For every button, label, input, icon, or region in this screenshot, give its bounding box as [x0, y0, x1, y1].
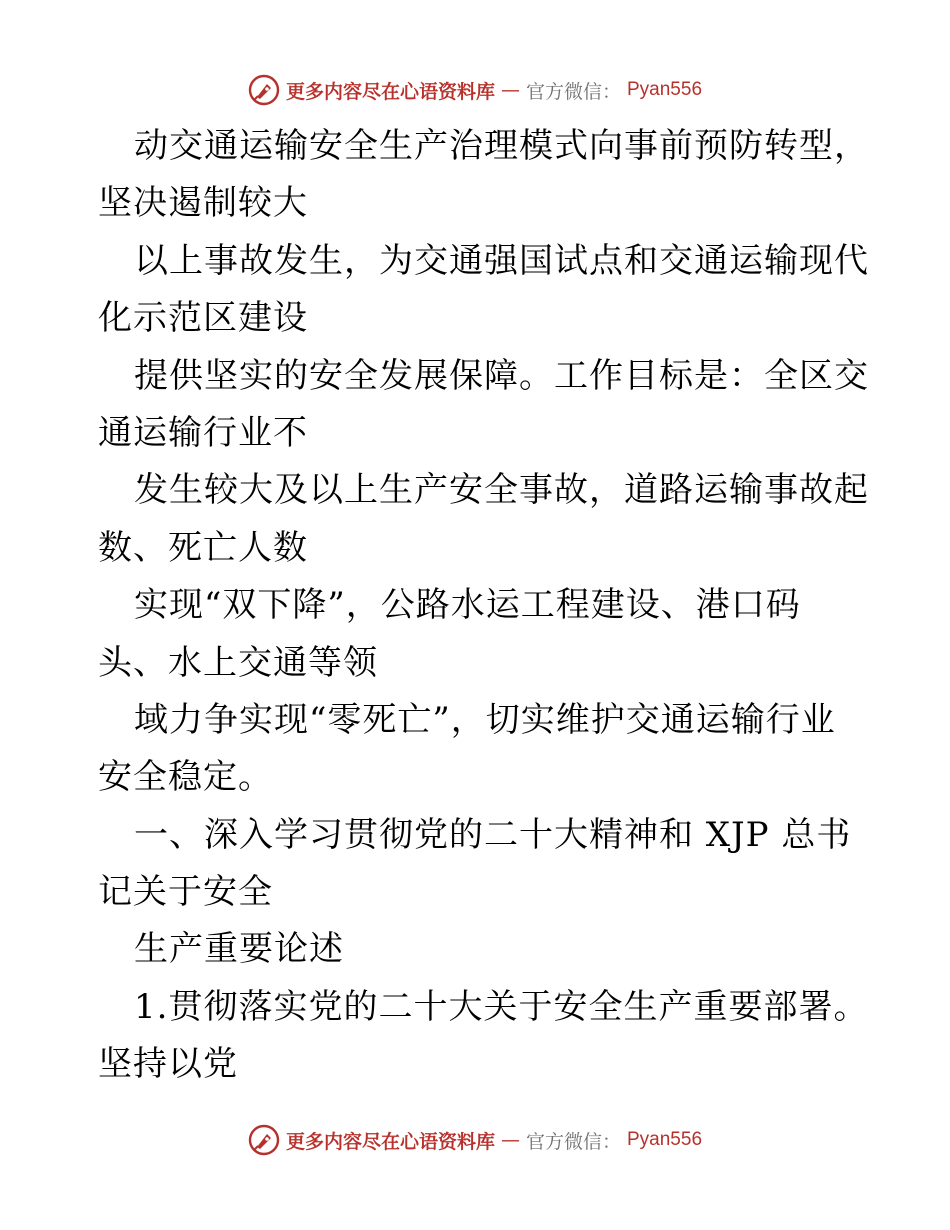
text-line: 头、水上交通等领 [98, 642, 378, 683]
document-body [98, 118, 869, 1094]
text-line: 以上事故发生，为交通强国试点和交通运输现代 [134, 240, 869, 281]
watermark-dash: — [500, 79, 520, 101]
footer-watermark [0, 1120, 950, 1160]
text-line: 数、死亡人数 [98, 527, 308, 568]
text-line: 动交通运输安全生产治理模式向事前预防转型， [134, 126, 869, 166]
text-line: 通运输行业不 [98, 412, 308, 453]
watermark-label: 官方微信： [525, 1130, 621, 1153]
text-line: 发生较大及以上生产安全事故，道路运输事故起 [134, 470, 869, 511]
watermark-account: Pyan556 [627, 79, 703, 100]
text-line: 坚决遏制较大 [98, 183, 308, 224]
header-watermark [0, 70, 950, 110]
text-line: 提供坚实的安全发展保障。工作目标是：全区交 [134, 355, 869, 396]
watermark-account: Pyan556 [627, 1129, 703, 1150]
section-heading-continued: 生产重要论述 [134, 929, 344, 970]
watermark-dash: — [500, 1129, 520, 1151]
watermark-main-text: 更多内容尽在心语资料库 [285, 80, 495, 103]
watermark-label: 官方微信： [525, 80, 621, 103]
watermark-main-text: 更多内容尽在心语资料库 [285, 1130, 495, 1153]
text-line: 坚持以党 [98, 1044, 238, 1085]
pen-nib-logo-icon [248, 74, 280, 106]
text-line: 安全稳定。 [98, 757, 273, 798]
section-heading: 一、深入学习贯彻党的二十大精神和 XJP 总书 [134, 814, 852, 855]
numbered-item: 1.贯彻落实党的二十大关于安全生产重要部署。 [134, 986, 869, 1027]
text-line: 实现“双下降”，公路水运工程建设、港口码 [134, 585, 801, 626]
text-line: 域力争实现“零死亡”，切实维护交通运输行业 [134, 699, 836, 740]
text-line: 化示范区建设 [98, 298, 308, 339]
section-heading-continued: 记关于安全 [98, 872, 273, 913]
pen-nib-logo-icon [248, 1124, 280, 1156]
